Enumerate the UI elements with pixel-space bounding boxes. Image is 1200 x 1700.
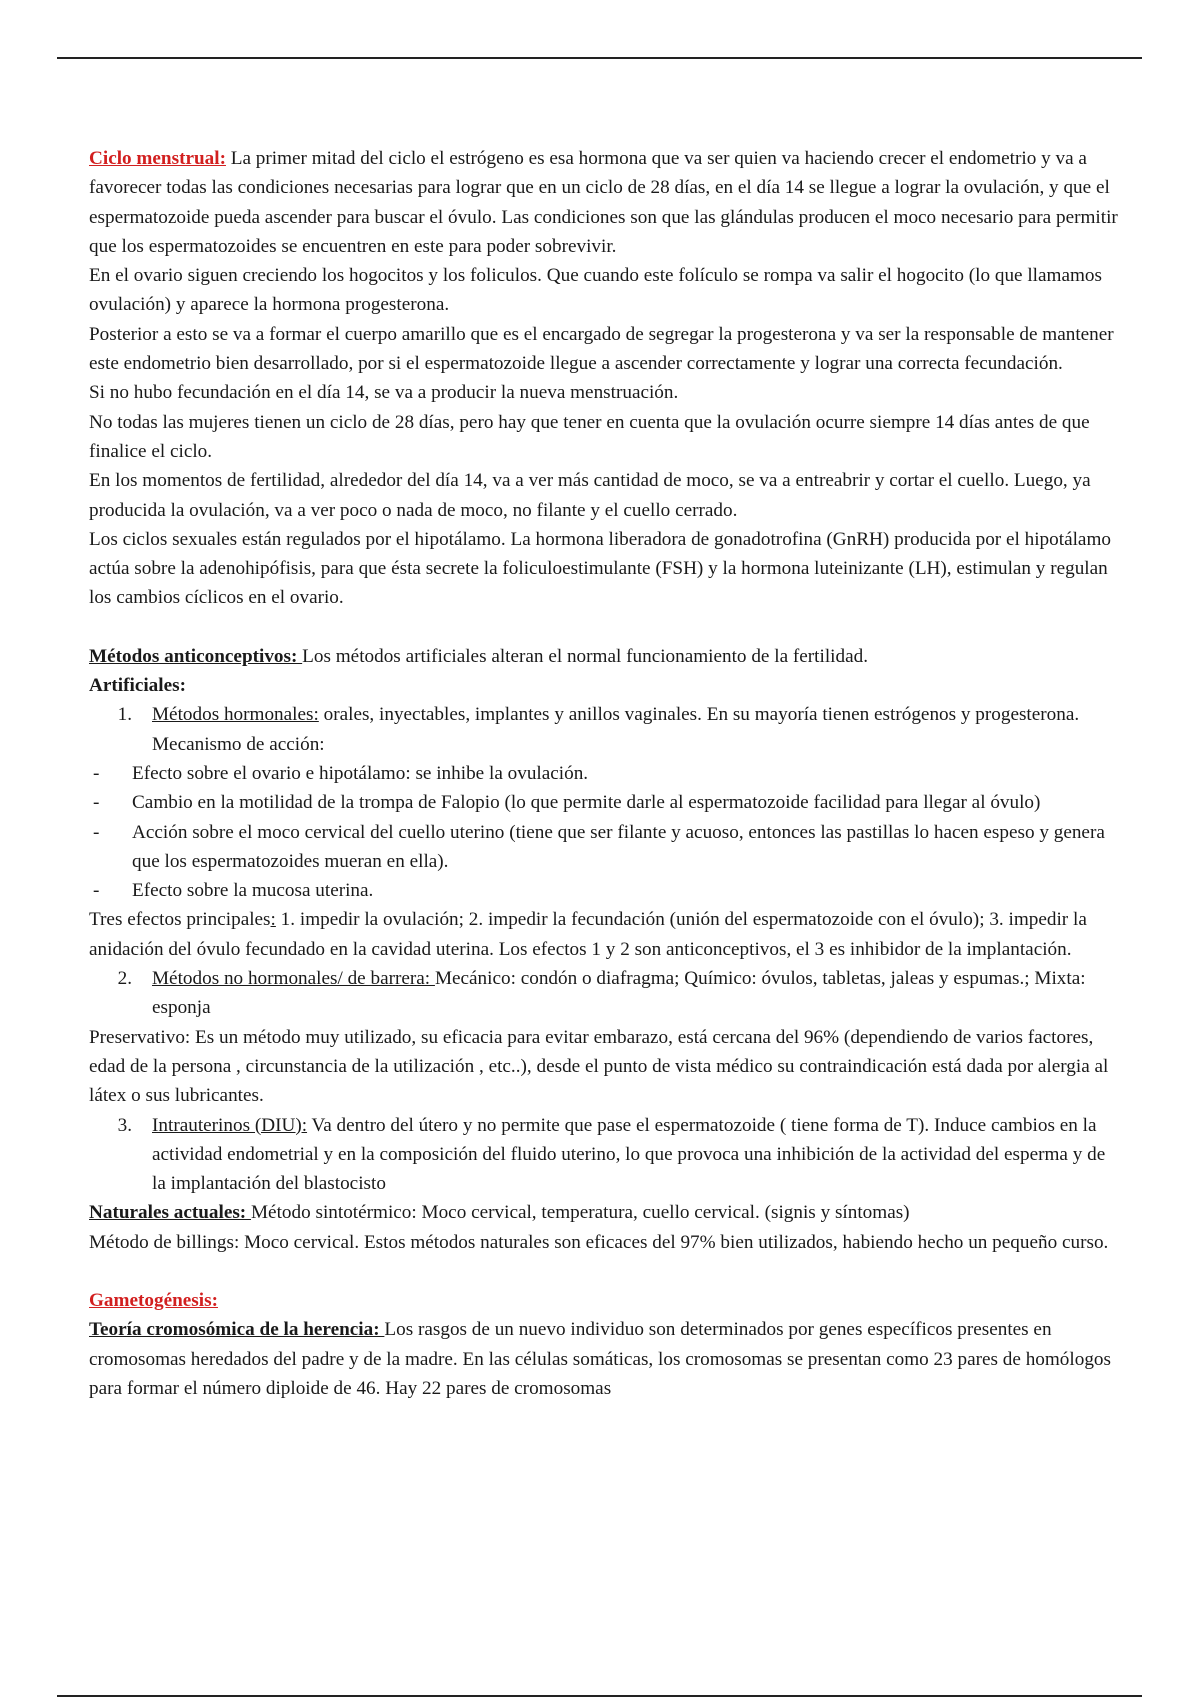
bullet-text: Cambio en la motilidad de la trompa de Falopio (lo que permite darle al espermatozoide facilidad para llegar al óvulo) [132,792,1041,814]
barrera-title: Métodos no hormonales/ de barrera: [152,968,435,990]
metodos-heading: Métodos anticonceptivos: [89,645,303,667]
ciclo-paragraph-2: En el ovario siguen creciendo los hogocitos y los foliculos. Que cuando este folículo se rompa va salir el hogocito (lo que llamamos ovulación) y aparece la hormona progesterona. [89,265,1102,316]
ciclo-paragraph-3: Posterior a esto se va a formar el cuerpo amarillo que es el encargado de segregar la progesterona y va ser la responsable de mantener este endometrio bien desarrollado, por si el espermatozoide llegue a ascender correctamente y lograr una correcta fecundación. [89,323,1114,375]
ciclo-paragraph-4: Si no hubo fecundación en el día 14, se va a producir la nueva menstruación. [89,382,679,404]
hormonales-title: Métodos hormonales: [152,704,319,726]
list-number: 1. [117,704,132,726]
billings-text: Moco cervical. Estos métodos naturales son eficaces del 97% bien utilizados, habiendo hecho un pequeño curso. [239,1231,1109,1253]
barrera-text: Mecánico: condón o diafragma; Químico: óvulos, tabletas, jaleas y espumas.; Mixta: esponja [152,968,1086,1019]
document-body [89,144,1121,1403]
top-rule [57,57,1142,59]
diu-title: Intrauterinos (DIU): [152,1114,308,1136]
list-item-barrera [89,964,1121,1023]
naturales-text: Método sintotérmico: Moco cervical, temperatura, cuello cervical. (signis y síntomas) [251,1202,910,1224]
teoria-text: Los rasgos de un nuevo individuo son determinados por genes específicos presentes en cromosomas heredados del padre y de la madre. En las células somáticas, los cromosomas se presentan como 23 pares de homólogos para formar el número diploide de 46. Hay 22 pares de cromosomas [89,1319,1111,1399]
bullet-item: - Efecto sobre la mucosa uterina. [89,876,1121,905]
billings-label: Método de billings: [89,1231,240,1253]
billings-paragraph [89,1228,1121,1257]
ciclo-paragraph-1 [89,144,1121,261]
list-number: 2. [117,968,132,990]
artificiales-heading: Artificiales: [89,675,186,697]
bullet-text: Acción sobre el moco cervical del cuello uterino (tiene que ser filante y acuoso, entonces las pastillas lo hacen espeso y genera que los espermatozoides mueran en ella). [132,821,1105,872]
diu-text: Va dentro del útero y no permite que pase el espermatozoide ( tiene forma de T). Induce cambios en la actividad endometrial y en la composición del fluido uterino, lo que provoca una inhibición de la actividad del esperma y de la implantación del blastocisto [152,1114,1106,1195]
bullet-text: Efecto sobre el ovario e hipotálamo: se inhibe la ovulación. [132,762,589,784]
hormonales-text: orales, inyectables, implantes y anillos vaginales. En su mayoría tienen estrógenos y progesterona. Mecanismo de acción: [152,704,1080,755]
metodos-intro [89,642,1121,671]
gametogenesis-heading: Gametogénesis: [89,1289,218,1311]
tres-efectos-text: 1. impedir la ovulación; 2. impedir la fecundación (unión del espermatozoide con el óvulo); 3. impedir la anidación del óvulo fecundado en la cavidad uterina. Los efectos 1 y 2 son anticonceptivos, el 3 es inhibidor de la implantación. [89,909,1087,960]
list-item-diu [89,1111,1121,1199]
preservativo-paragraph: Preservativo: Es un método muy utilizado, su eficacia para evitar embarazo, está cercana del 96% (dependiendo de varios factores, edad de la persona , circunstancia de la utilización , etc..), desde el punto de vista médico su contraindicación está dada por alergia al látex o sus lubricantes. [89,1026,1109,1107]
ciclo-paragraph-5: No todas las mujeres tienen un ciclo de 28 días, pero hay que tener en cuenta que la ovulación ocurre siempre 14 días antes de que finalice el ciclo. [89,411,1090,462]
bullet-item: - Efecto sobre el ovario e hipotálamo: se inhibe la ovulación. [89,759,1121,788]
bullet-item: - Acción sobre el moco cervical del cuello uterino (tiene que ser filante y acuoso, entonces las pastillas lo hacen espeso y genera que los espermatozoides mueran en ella). [89,818,1121,877]
teoria-paragraph [89,1315,1121,1403]
ciclo-heading: Ciclo menstrual: [89,148,226,169]
list-item-hormonales [89,700,1121,759]
list-number: 3. [117,1114,132,1136]
metodos-intro-text: Los métodos artificiales alteran el normal funcionamiento de la fertilidad. [302,645,868,667]
ciclo-text-1: La primer mitad del ciclo el estrógeno es esa hormona que va ser quien va haciendo crecer el endometrio y va a favorecer todas las condiciones necesarias para lograr que en un ciclo de 28 días, en el día 14 se llegue a lograr la ovulación, y que el espermatozoide pueda ascender para buscar el óvulo. Las condiciones son que las glándulas producen el moco necesario para permitir que los espermatozoides se encuentren en este para poder sobrevivir. [89,148,1118,257]
tres-efectos-paragraph: Tres efectos principales: 1. impedir la ovulación; 2. impedir la fecundación (unión del espermatozoide con el óvulo); 3. impedir la anidación del óvulo fecundado en la cavidad uterina. Los efectos 1 y 2 son anticonceptivos, el 3 es inhibidor de la implantación. [89,909,1087,960]
teoria-heading: Teoría cromosómica de la herencia: [89,1319,385,1341]
bottom-rule [57,1695,1142,1697]
bullet-item: - Cambio en la motilidad de la trompa de Falopio (lo que permite darle al espermatozoide facilidad para llegar al óvulo) [89,788,1121,817]
ciclo-paragraph-7: Los ciclos sexuales están regulados por el hipotálamo. La hormona liberadora de gonadotrofina (GnRH) producida por el hipotálamo actúa sobre la adenohipófisis, para que ésta secrete la foliculoestimulante (FSH) y la hormona luteinizante (LH), estimulan y regulan los cambios cíclicos en el ovario. [89,528,1111,609]
naturales-paragraph [89,1198,1121,1227]
naturales-heading: Naturales actuales: [89,1202,251,1224]
gametogenesis-heading-line [89,1286,1121,1315]
bullet-text: Efecto sobre la mucosa uterina. [132,880,374,902]
tres-efectos-label: Tres efectos principales [89,909,271,931]
ciclo-paragraph-6: En los momentos de fertilidad, alrededor del día 14, va a ver más cantidad de moco, se va a entreabrir y cortar el cuello. Luego, ya producida la ovulación, va a ver poco o nada de moco, no filante y el cuello cerrado. [89,470,1091,521]
